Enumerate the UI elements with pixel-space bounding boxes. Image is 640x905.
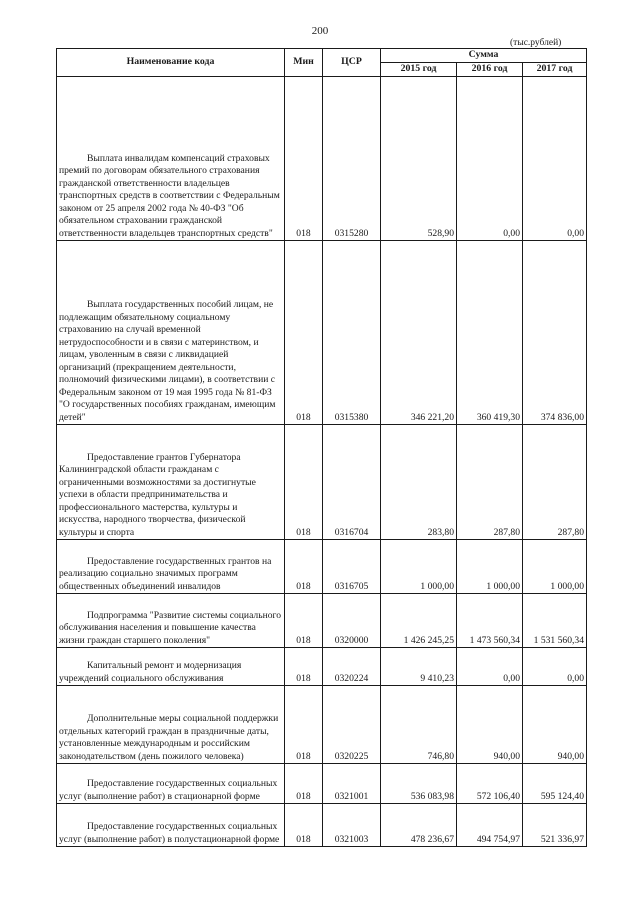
row-2016: 0,00 — [457, 77, 523, 241]
row-2015: 536 083,98 — [381, 764, 457, 804]
table-row — [57, 594, 587, 648]
row-name: Подпрограмма "Развитие системы социального обслуживания населения и повышение качества жизни граждан старшего поколения" — [59, 609, 281, 646]
row-ministry: 018 — [285, 648, 323, 686]
row-csr: 0321003 — [323, 804, 381, 847]
table-row — [57, 425, 587, 540]
table-row — [57, 540, 587, 594]
budget-table — [56, 48, 587, 847]
row-name: Дополнительные меры социальной поддержки отдельных категорий граждан в праздничные даты, установленные международным и российским законодательством (день пожилого человека) — [59, 713, 279, 762]
row-csr: 0321001 — [323, 764, 381, 804]
header-2016: 2016 год — [457, 63, 523, 77]
row-2017: 595 124,40 — [523, 764, 587, 804]
row-2015: 346 221,20 — [381, 241, 457, 425]
row-2016: 287,80 — [457, 425, 523, 540]
row-2017: 0,00 — [523, 77, 587, 241]
row-name: Предоставление государственных социальных услуг (выполнение работ) в полустационарной форме — [59, 821, 280, 845]
row-2017: 374 836,00 — [523, 241, 587, 425]
header-sum: Сумма — [381, 49, 587, 63]
row-2015: 528,90 — [381, 77, 457, 241]
row-2015: 478 236,67 — [381, 804, 457, 847]
row-2017: 1 000,00 — [523, 540, 587, 594]
row-ministry: 018 — [285, 540, 323, 594]
table-row — [57, 804, 587, 847]
row-ministry: 018 — [285, 425, 323, 540]
header-2015: 2015 год — [381, 63, 457, 77]
table-row — [57, 241, 587, 425]
page-number: 200 — [311, 25, 329, 37]
row-name: Предоставление государственных социальных услуг (выполнение работ) в стационарной форме — [59, 778, 278, 802]
row-2016: 1 000,00 — [457, 540, 523, 594]
row-2016: 494 754,97 — [457, 804, 523, 847]
row-2015: 283,80 — [381, 425, 457, 540]
row-2016: 360 419,30 — [457, 241, 523, 425]
table-row — [57, 686, 587, 764]
row-2017: 0,00 — [523, 648, 587, 686]
row-2015: 746,80 — [381, 686, 457, 764]
row-name: Предоставление грантов Губернатора Калининградской области гражданам с ограниченными возможностями за достигнутые успехи в области предпринимательства и профессионального мастерства, культуры и искусства, народного творчества, физической культуры и спорта — [59, 451, 256, 538]
row-ministry: 018 — [285, 686, 323, 764]
row-csr: 0320000 — [323, 594, 381, 648]
header-2017: 2017 год — [523, 63, 587, 77]
header-csr: ЦСР — [323, 49, 381, 77]
row-2015: 1 426 245,25 — [381, 594, 457, 648]
row-2016: 0,00 — [457, 648, 523, 686]
row-2016: 1 473 560,34 — [457, 594, 523, 648]
header-ministry: Мин — [285, 49, 323, 77]
row-ministry: 018 — [285, 764, 323, 804]
row-ministry: 018 — [285, 77, 323, 241]
row-2015: 9 410,23 — [381, 648, 457, 686]
row-csr: 0316704 — [323, 425, 381, 540]
table-row — [57, 77, 587, 241]
row-csr: 0320225 — [323, 686, 381, 764]
row-2016: 940,00 — [457, 686, 523, 764]
row-csr: 0315380 — [323, 241, 381, 425]
row-name: Выплата инвалидам компенсаций страховых премий по договорам обязательного страхования гражданской ответственности владельцев транспортных средств в соответствии с Федеральным законом от 25 апреля 2002 года № 40-ФЗ "Об обязательном страховании гражданской ответственности владельцев транспортных средств" — [59, 152, 280, 239]
row-2017: 521 336,97 — [523, 804, 587, 847]
row-2016: 572 106,40 — [457, 764, 523, 804]
row-2015: 1 000,00 — [381, 540, 457, 594]
table-row — [57, 764, 587, 804]
table-row — [57, 648, 587, 686]
row-csr: 0315280 — [323, 77, 381, 241]
row-ministry: 018 — [285, 594, 323, 648]
row-ministry: 018 — [285, 804, 323, 847]
row-name: Предоставление государственных грантов на реализацию социально значимых программ общественных объединений инвалидов — [59, 555, 272, 592]
units-label: (тыс.рублей) — [510, 38, 562, 48]
row-ministry: 018 — [285, 241, 323, 425]
header-name: Наименование кода — [57, 49, 285, 77]
row-2017: 1 531 560,34 — [523, 594, 587, 648]
row-csr: 0316705 — [323, 540, 381, 594]
row-2017: 287,80 — [523, 425, 587, 540]
row-name: Выплата государственных пособий лицам, не подлежащим обязательному социальному страхованию на случай временной нетрудоспособности и в связи с материнством, и лицам, уволенным в связи с ликвидацией организаций (прекращением деятельности, полномочий физическими лицами), в соответствии с Федеральным законом от 19 мая 1995 года № 81-ФЗ "О государственных пособиях гражданам, имеющим детей" — [59, 299, 276, 423]
row-name: Капитальный ремонт и модернизация учреждений социального обслуживания — [59, 660, 242, 684]
row-2017: 940,00 — [523, 686, 587, 764]
row-csr: 0320224 — [323, 648, 381, 686]
